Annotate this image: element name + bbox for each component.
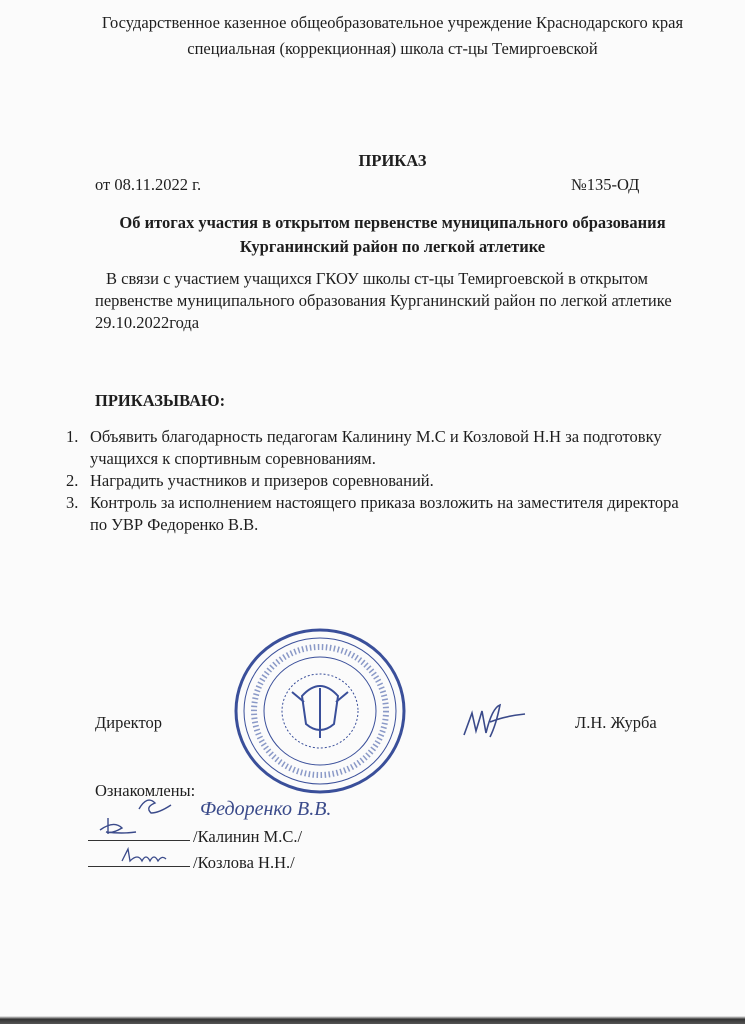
handwritten-name: Федоренко В.В. xyxy=(200,798,332,820)
preamble-line-2: первенстве муниципального образования Курганинский район по легкой атлетике xyxy=(95,291,672,310)
order-date: от 08.11.2022 г. xyxy=(95,175,202,194)
director-label: Директор xyxy=(95,713,162,732)
order-number: №135-ОД xyxy=(571,175,640,194)
signature-kozlova xyxy=(118,845,178,867)
list-number: 3. xyxy=(66,493,79,512)
preamble-line-1: В связи с участием учащихся ГКОУ школы ст-цы Темиргоевской в открытом xyxy=(106,269,648,288)
list-item-line: учащихся к спортивным соревнованиям. xyxy=(90,449,376,468)
person-kalinin: /Калинин М.С./ xyxy=(193,827,303,846)
signature-kalinin xyxy=(96,816,146,840)
header-line-2: специальная (коррекционная) школа ст-цы Темиргоевской xyxy=(187,39,598,58)
person-kozlova: /Козлова Н.Н./ xyxy=(193,853,295,872)
subject-line-2: Курганинский район по легкой атлетике xyxy=(239,237,546,256)
official-stamp xyxy=(232,626,408,796)
director-name: Л.Н. Журба xyxy=(575,713,657,732)
scan-edge xyxy=(0,1016,745,1024)
subject-line-1: Об итогах участия в открытом первенстве муниципального образования xyxy=(119,213,666,232)
list-item-line: Объявить благодарность педагогам Калинину М.С и Козловой Н.Н за подготовку xyxy=(90,427,662,446)
list-number: 1. xyxy=(66,427,79,446)
list-item-line: Наградить участников и призеров соревнований. xyxy=(90,471,434,490)
header-line-1: Государственное казенное общеобразовательное учреждение Краснодарского края xyxy=(101,13,684,32)
list-number: 2. xyxy=(66,471,79,490)
acknowledged-label: Ознакомлены: xyxy=(95,781,196,800)
order-title: ПРИКАЗ xyxy=(358,151,427,170)
director-signature xyxy=(460,700,530,745)
list-item-line: Контроль за исполнением настоящего приказа возложить на заместителя директора xyxy=(90,493,679,512)
decree-heading: ПРИКАЗЫВАЮ: xyxy=(95,391,226,410)
signature-fedorenko xyxy=(135,795,175,817)
preamble-line-3: 29.10.2022года xyxy=(95,313,200,332)
list-item-line: по УВР Федоренко В.В. xyxy=(90,515,259,534)
